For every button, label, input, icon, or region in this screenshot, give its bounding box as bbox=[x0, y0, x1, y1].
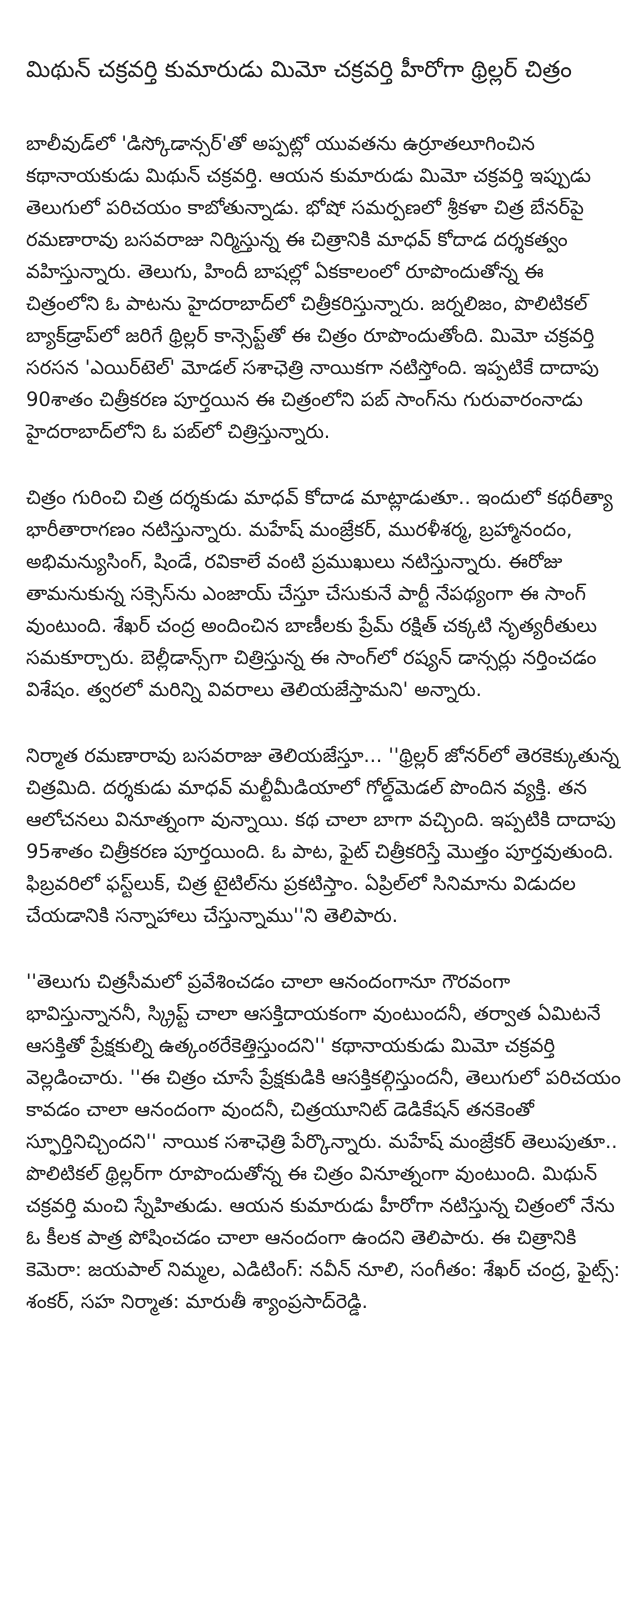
article-paragraph-4: ''తెలుగు చిత్రసీమలో ప్రవేశించడం చాలా ఆనందంగానూ గౌరవంగా భావిస్తున్నాననీ, స్క్రిప్ట్ చాలా ఆసక్తిదాయకంగా వుంటుందనీ, తర్వాత ఏమిటనే ఆసక్తితో ప్రేక్షకుల్ని ఉత్కంఠరేకెత్తిస్తుందని'' కథానాయకుడు మిమో చక్రవర్తి వెల్లడించారు. ''ఈ చిత్రం చూసే ప్రేక్షకుడికి ఆసక్తికల్గిస్తుందనీ, తెలుగులో పరిచయం కావడం చాలా ఆనందంగా వుందనీ, చిత్రయూనిట్ డెడికేషన్ తనకెంతో స్ఫూర్తినిచ్చిందని'' నాయిక సశాఛెత్రి పేర్కొన్నారు. మహేష్ మంజ్రేకర్ తెలుపుతూ.. పొలిటికల్ థ్రిల్లర్‌గా రూపొందుతోన్న ఈ చిత్రం వినూత్నంగా వుంటుంది. మిథున్ చక్రవర్తి మంచి స్నేహితుడు. ఆయన కుమారుడు హీరోగా నటిస్తున్న చిత్రంలో నేను ఓ కీలక పాత్ర పోషించడం చాలా ఆనందంగా ఉందని తెలిపారు. ఈ చిత్రానికి కెమెరా: జయపాల్ నిమ్మల, ఎడిటింగ్: నవీన్ నూలి, సంగీతం: శేఖర్ చంద్ర, ఫైట్స్: శంకర్, సహ నిర్మాత: మారుతీ శ్యాంప్రసాద్‌రెడ్డి. bbox=[26, 970, 621, 1313]
article-title: మిథున్ చక్రవర్తి కుమారుడు మిమో చక్రవర్తి హీరోగా థ్రిల్లర్ చిత్రం bbox=[26, 57, 572, 83]
article-paragraph-2: చిత్రం గురించి చిత్ర దర్శకుడు మాధవ్ కోదాడ మాట్లాడుతూ.. ఇందులో కథరీత్యా భారీతారాగణం నటిస్తున్నారు. మహేష్ మంజ్రేకర్, మురళీశర్మ, బ్రహ్మానందం, అభిమన్యుసింగ్, షిండే, రవికాలే వంటి ప్రముఖులు నటిస్తున్నారు. ఈరోజు తామనుకున్న సక్సెస్‌ను ఎంజాయ్ చేస్తూ చేసుకునే పార్టీ నేపథ్యంగా ఈ సాంగ్ వుంటుంది. శేఖర్ చంద్ర అందించిన బాణీలకు ప్రేమ్ రక్షిత్ చక్కటి నృత్యరీతులు సమకూర్చారు. బెల్లీడాన్స్‌గా చిత్రిస్తున్న ఈ సాంగ్‌లో రష్యన్ డాన్సర్లు నర్తించడం విశేషం. త్వరలో మరిన్ని వివరాలు తెలియజేస్తామని' అన్నారు. bbox=[26, 486, 613, 701]
article-paragraph-1: బాలీవుడ్‌లో 'డిస్కోడాన్సర్'తో అప్పట్లో యువతను ఉర్రూతలూగించిన కథానాయకుడు మిథున్ చక్రవర్తి. ఆయన కుమారుడు మిమో చక్రవర్తి ఇప్పుడు తెలుగులో పరిచయం కాబోతున్నాడు. భోషో సమర్పణలో శ్రీకళా చిత్ర బేనర్‌పై రమణారావు బసవరాజు నిర్మిస్తున్న ఈ చిత్రానికి మాధవ్ కోదాడ దర్శకత్వం వహిస్తున్నారు. తెలుగు, హిందీ బాషల్లో ఏకకాలంలో రూపొందుతోన్న ఈ చిత్రంలోని ఓ పాటను హైదరాబాద్‌లో చిత్రీకరిస్తున్నారు. జర్నలిజం, పొలిటికల్ బ్యాక్‌డ్రాప్‌లో జరిగే థ్రిల్లర్ కాన్సెప్ట్‌తో ఈ చిత్రం రూపొందుతోంది. మిమో చక్రవర్తి సరసన 'ఎయిర్‌టెల్' మోడల్ సశాఛెత్రి నాయికగా నటిస్తోంది. ఇప్పటికే దాదాపు 90శాతం చిత్రీకరణ పూర్తయిన ఈ చిత్రంలోని పబ్ సాంగ్‌ను గురువారంనాడు హైదరాబాద్‌లోని ఓ పబ్‌లో చిత్రిస్తున్నారు. bbox=[26, 132, 599, 443]
article-paragraph-3: నిర్మాత రమణారావు బసవరాజు తెలియజేస్తూ... ''థ్రిల్లర్ జోనర్‌లో తెరకెక్కుతున్న చిత్రమిది. దర్శకుడు మాధవ్ మల్టీమీడియాలో గోల్డ్‌మెడల్ పొందిన వ్యక్తి. తన ఆలోచనలు వినూత్నంగా వున్నాయి. కథ చాలా బాగా వచ్చింది. ఇప్పటికి దాదాపు 95శాతం చిత్రీకరణ పూర్తయింది. ఓ పాట, ఫైట్ చిత్రీకరిస్తే మొత్తం పూర్తవుతుంది. ఫిబ్రవరిలో ఫస్ట్‌లుక్, చిత్ర టైటిల్‌ను ప్రకటిస్తాం. ఏప్రిల్‌లో సినిమాను విడుదల చేయడానికి సన్నాహాలు చేస్తున్నాము''ని తెలిపారు. bbox=[26, 744, 620, 927]
article-body bbox=[26, 128, 622, 1318]
